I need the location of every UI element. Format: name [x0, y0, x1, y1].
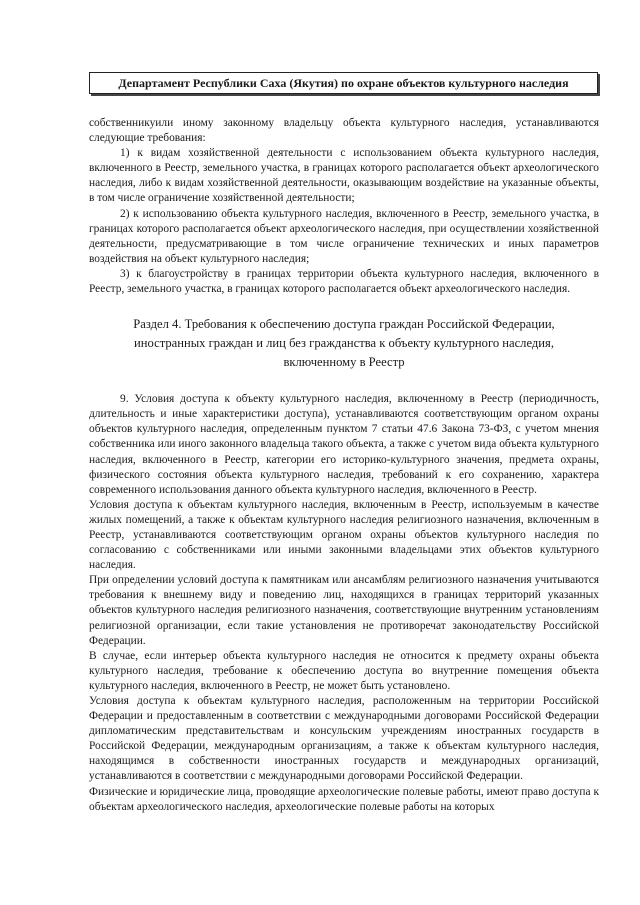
- section-heading-line-2: иностранных граждан и лиц без гражданства к объекту культурного наследия,: [134, 336, 554, 351]
- paragraph-residential-access: Условия доступа к объектам культурного наследия, включенным в Реестр, используемым в качестве жилых помещений, а также к объектам культурного наследия религиозного назначения, включенным в Реестр, устанавливаются соответствующим органом охраны объектов культурного наследия по согласованию с собственниками или иными законными владельцами этих объектов культурного наследия.: [89, 498, 599, 572]
- paragraph-interior-access: В случае, если интерьер объекта культурного наследия не относится к предмету охраны объекта культурного наследия, требование к обеспечению доступа во внутренние помещения объекта культурного наследия, включенного в Реестр, не может быть установлено.: [89, 649, 599, 692]
- paragraph-continuation: собственникуили иному законному владельцу объекта культурного наследия, устанавливаются следующие требования:: [89, 117, 599, 145]
- section-heading: [89, 315, 599, 372]
- paragraph-religious-access: При определении условий доступа к памятникам или ансамблям религиозного назначения учитываются требования к внешнему виду и поведению лиц, находящихся в границах территорий указанных объектов культурного наследия религиозного назначения, соответствующие внутренним установлениям религиозной организации, если такие установления не противоречат законодательству Российской Федерации.: [89, 574, 599, 647]
- paragraph-item-1: 1) к видам хозяйственной деятельности с использованием объекта культурного наследия, включенного в Реестр, земельного участка, в границах которого располагается объект археологического наследия, либо к видам хозяйственной деятельности, оказывающим воздействие на указанные объекты, в том числе ограничение хозяйственной деятельности;: [89, 147, 599, 205]
- header-title: Департамент Республики Саха (Якутия) по охране объектов культурного наследия: [118, 75, 569, 90]
- paragraph-9: 9. Условия доступа к объекту культурного наследия, включенному в Реестр (периодичность, длительность и иные характеристики доступа), устанавливаются соответствующим органом охраны объектов культурного наследия, определенным пунктом 7 статьи 47.6 Закона 73-ФЗ, с учетом мнения собственника или иного законного владельца такого объекта, а также с учетом вида объекта культурного наследия, включенного в Реестр, категории его историко-культурного значения, предмета охраны, физического состояния объекта культурного наследия, требований к его сохранению, характера современного использования данного объекта культурного наследия, включенного в Реестр.: [89, 393, 599, 496]
- paragraph-item-3: 3) к благоустройству в границах территории объекта культурного наследия, включенного в Реестр, земельного участка, в границах которого располагается объект археологического наследия.: [89, 267, 599, 296]
- document-header: [89, 72, 598, 94]
- paragraph-item-2: 2) к использованию объекта культурного наследия, включенного в Реестр, земельного участка, в границах которого располагается объект археологического наследия, при осуществлении хозяйственной деятельности, предусматривающие в том числе ограничение технических и иных параметров воздействия на объект культурного наследия;: [89, 207, 599, 265]
- section-heading-line-3: включенному в Реестр: [283, 355, 405, 370]
- paragraph-diplomatic-access: Условия доступа к объектам культурного наследия, расположенным на территории Российской Федерации и предоставленным в соответствии с международными договорами Российской Федерации дипломатическим представительствам и консульским учреждениям иностранных государств в Российской Федерации, международным организациям, а также к объектам культурного наследия, находящимся в собственности иностранных государств и международных организаций, устанавливаются в соответствии с международными договорами Российской Федерации.: [89, 695, 599, 783]
- section-heading-line-1: Раздел 4. Требования к обеспечению доступа граждан Российской Федерации,: [133, 317, 555, 332]
- paragraph-archaeological-access: Физические и юридические лица, проводящие археологические полевые работы, имеют право доступа к объектам археологического наследия, археологические полевые работы на которых: [89, 785, 599, 813]
- document-body: [89, 116, 599, 815]
